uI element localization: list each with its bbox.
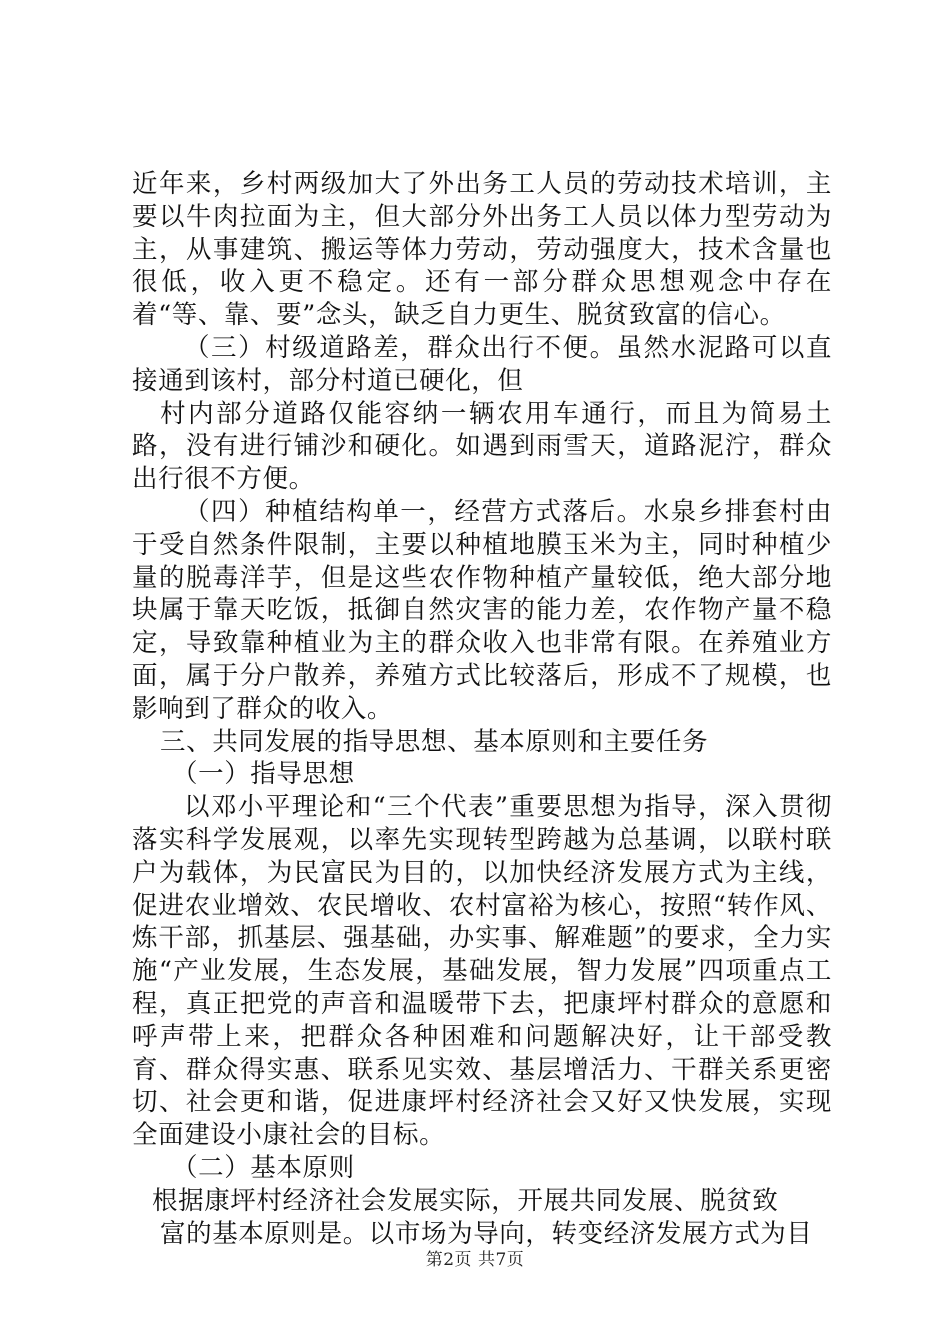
- subheading-guiding-ideology: （一）指导思想: [172, 759, 355, 790]
- page-number-label: 第2页 共7页: [425, 1250, 525, 1270]
- document-body: [132, 168, 832, 1250]
- page-footer: [0, 1245, 950, 1270]
- subheading-basic-principles: （二）基本原则: [172, 1152, 355, 1183]
- paragraph-principles-continued: 富的基本原则是。以市场为导向，转变经济发展方式为目: [160, 1218, 813, 1249]
- paragraph-principles-intro: 根据康坪村经济社会发展实际，开展共同发展、脱贫致: [152, 1185, 779, 1216]
- paragraph-road-detail: 村内部分道路仅能容纳一辆农用车通行，而且为简易土路，没有进行铺沙和硬化。如遇到雨雪天，道路泥泞，群众出行很不方便。: [132, 398, 832, 495]
- paragraph-labor-training: 近年来，乡村两级加大了外出务工人员的劳动技术培训，主要以牛肉拉面为主，但大部分外出务工人员以体力型劳动为主，从事建筑、搬运等体力劳动，劳动强度大，技术含量也很低，收入更不稳定。还有一部分群众思想观念中存在着“等、靠、要”念头，缺乏自力更生、脱贫致富的信心。: [132, 169, 832, 331]
- paragraph-guiding-ideology: 以邓小平理论和“三个代表”重要思想为指导，深入贯彻落实科学发展观，以率先实现转型跨越为总基调，以联村联户为载体，为民富民为目的，以加快经济发展方式为主线，促进农业增效、农民增收、农村富裕为核心，按照“转作风、炼干部，抓基层、强基础，办实事、解难题”的要求，全力实施“产业发展，生态发展，基础发展，智力发展”四项重点工程，真正把党的声音和温暖带下去，把康坪村群众的意愿和呼声带上来，把群众各种困难和问题解决好，让干部受教育、群众得实惠、联系见实效、基层增活力、干群关系更密切、社会更和谐，促进康坪村经济社会又好又快发展，实现全面建设小康社会的目标。: [132, 792, 832, 1151]
- paragraph-road-heading: （三）村级道路差，群众出行不便。虽然水泥路可以直接通到该村，部分村道已硬化，但: [132, 332, 832, 396]
- section-heading-three: 三、共同发展的指导思想、基本原则和主要任务: [160, 726, 709, 757]
- paragraph-planting-structure: （四）种植结构单一，经营方式落后。水泉乡排套村由于受自然条件限制，主要以种植地膜玉米为主，同时种植少量的脱毒洋芋，但是这些农作物种植产量较低，绝大部分地块属于靠天吃饭，抵御自然灾害的能力差，农作物产量不稳定，导致靠种植业为主的群众收入也非常有限。在养殖业方面，属于分户散养，养殖方式比较落后，形成不了规模，也影响到了群众的收入。: [132, 496, 832, 724]
